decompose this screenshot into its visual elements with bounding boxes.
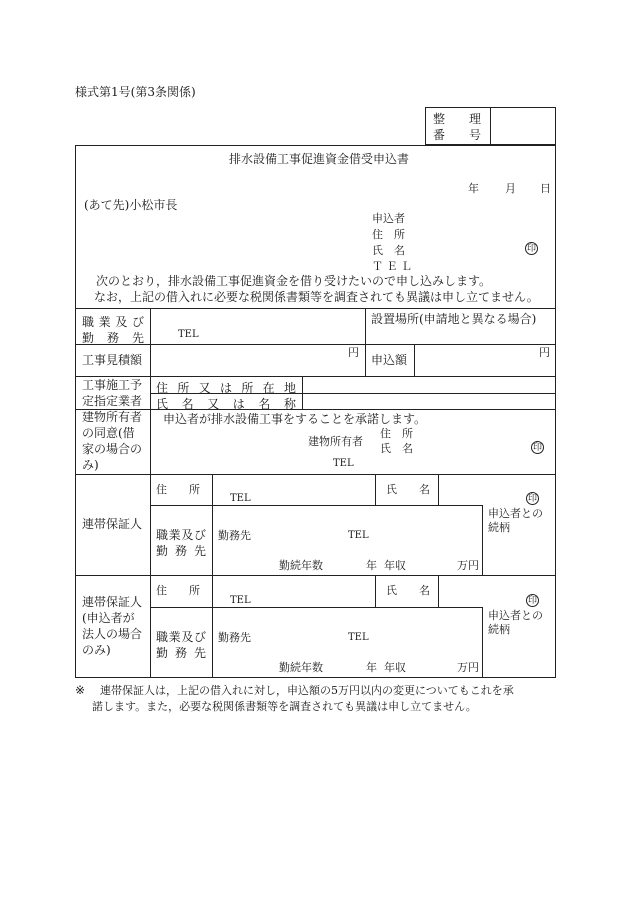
- contractor-label-2: 定指定業者: [82, 394, 143, 408]
- guarantor1-workplace-label: 勤務先: [218, 529, 251, 542]
- owner-label-4: み): [82, 458, 99, 472]
- owner-consent-text: 申込者が排水設備工事をすることを承諾します。: [163, 412, 427, 426]
- guarantor1-income-label: 年収: [384, 559, 406, 572]
- date-day[interactable]: 日: [540, 182, 551, 195]
- guarantor2-years-unit: 年: [366, 661, 377, 674]
- guarantor2-relation-label-2: 続柄: [488, 623, 510, 636]
- form-title: 排水設備工事促進資金借受申込書: [229, 152, 410, 166]
- estimate-yen-unit: 円: [348, 346, 359, 359]
- guarantor1-occupation-label-1: 職 業 及 び: [156, 528, 206, 542]
- estimate-label: 工事見積額: [82, 353, 143, 367]
- owner-tel-label: TEL: [333, 458, 354, 469]
- owner-title: 建物所有者: [308, 435, 363, 448]
- guarantor2-seal-icon: 印: [527, 596, 537, 606]
- guarantor1-relation-label-1: 申込者との: [488, 507, 543, 520]
- guarantor2-label-divider: [212, 575, 213, 678]
- row-line-owner-top: [75, 409, 556, 410]
- contractor-name-label: 氏 名 又 は 名 称: [156, 397, 296, 411]
- guarantor2-relation-divider: [482, 607, 483, 678]
- footnote-line-2: 諾します。また，必要な税関係書類等を調査されても異議は申し立てません。: [92, 700, 477, 713]
- row-line-guarantor2-top: [75, 575, 556, 576]
- owner-name-label: 氏 名: [380, 442, 413, 455]
- guarantor2-years-label: 勤続年数: [279, 661, 323, 674]
- form-number: 様式第1号(第3条関係): [75, 85, 196, 99]
- guarantor1-income-unit: 万円: [457, 559, 479, 572]
- owner-seal-icon: 印: [532, 443, 542, 453]
- row-line-guarantor1-top: [75, 474, 556, 475]
- label-column-divider: [150, 308, 151, 678]
- contractor-label-1: 工事施工予: [82, 378, 143, 392]
- date-month[interactable]: 月: [505, 182, 516, 195]
- install-location-label: 設置場所(申請地と異なる場合): [371, 312, 537, 326]
- intro-line-1: 次のとおり，排水設備工事促進資金を借り受けたいので申し込みします。: [96, 274, 492, 288]
- guarantor2-workplace-label: 勤務先: [218, 631, 251, 644]
- guarantor1-years-unit: 年: [366, 559, 377, 572]
- guarantor1-occupation-label-2: 勤 務 先: [156, 544, 206, 558]
- contractor-address-label: 住 所 又 は 所 在 地: [156, 381, 296, 395]
- row-line-guarantor2-mid: [150, 607, 482, 608]
- contractor-divider: [302, 376, 303, 409]
- guarantor1-label: 連帯保証人: [82, 517, 143, 531]
- guarantor2-label-4: のみ): [82, 643, 111, 657]
- loan-amount-yen-unit: 円: [539, 346, 550, 359]
- upper-middle-divider: [365, 308, 366, 376]
- guarantor1-label-divider: [212, 474, 213, 575]
- row-line-guarantor1-mid: [150, 505, 482, 506]
- footnote-line-1: 連帯保証人は，上記の借入れに対し，申込額の5万円以内の変更についてもこれを承: [100, 684, 514, 697]
- footnote-mark: ※: [75, 683, 86, 697]
- row-line-contractor-top: [75, 376, 556, 377]
- guarantor2-label-2: (申込者が: [82, 611, 135, 625]
- owner-label-3: 家の場合の: [82, 442, 143, 456]
- guarantor2-address-label: 住 所: [156, 584, 200, 597]
- guarantor1-workplace-tel-label: TEL: [348, 530, 369, 541]
- filing-box-divider: [490, 107, 491, 145]
- filing-label-2b: 号: [469, 128, 482, 142]
- guarantor2-name-divider-left: [375, 575, 376, 607]
- guarantor2-relation-label-1: 申込者との: [488, 609, 543, 622]
- guarantor1-seal-icon: 印: [527, 494, 537, 504]
- owner-address-label: 住 所: [380, 427, 413, 440]
- guarantor2-name-divider-right: [438, 575, 439, 607]
- occupation-label-1: 職 業 及 び: [82, 315, 144, 329]
- guarantor1-name-divider-right: [438, 474, 439, 505]
- applicant-address-label: 住 所: [372, 228, 405, 241]
- loan-amount-divider: [414, 344, 415, 376]
- guarantor2-occupation-label-2: 勤 務 先: [156, 646, 206, 660]
- guarantor2-workplace-tel-label: TEL: [348, 632, 369, 643]
- filing-label-1b: 理: [469, 112, 482, 126]
- guarantor2-label-1: 連帯保証人: [82, 595, 143, 609]
- filing-label-2a: 番: [433, 128, 446, 142]
- guarantor1-tel-label: TEL: [230, 493, 251, 504]
- guarantor1-address-label: 住 所: [156, 483, 200, 496]
- owner-label-1: 建物所有者: [82, 410, 143, 424]
- row-line-occupation-top: [75, 308, 556, 309]
- guarantor2-income-label: 年収: [384, 661, 406, 674]
- guarantor2-occupation-label-1: 職 業 及 び: [156, 630, 206, 644]
- occupation-label-2: 勤 務 先: [82, 331, 144, 345]
- owner-label-2: の同意(借: [82, 426, 135, 440]
- guarantor1-name-divider-left: [375, 474, 376, 505]
- date-year[interactable]: 年: [468, 182, 479, 195]
- intro-line-2: なお，上記の借入れに必要な税関係書類等を調査されても異議は申し立てません。: [94, 290, 539, 304]
- guarantor1-years-label: 勤続年数: [279, 559, 323, 572]
- guarantor1-relation-divider: [482, 505, 483, 575]
- applicant-name-label: 氏 名: [372, 244, 405, 257]
- addressee: (あて先)小松市長: [84, 198, 178, 212]
- row-line-estimate-top: [75, 344, 556, 345]
- applicant-tel-label: Ｔ Ｅ Ｌ: [372, 260, 412, 273]
- loan-amount-label: 申込額: [371, 353, 408, 367]
- guarantor2-label-3: 法人の場合: [82, 627, 143, 641]
- filing-label-1a: 整: [433, 112, 446, 126]
- guarantor2-income-unit: 万円: [457, 661, 479, 674]
- guarantor1-relation-label-2: 続柄: [488, 521, 510, 534]
- guarantor2-name-label: 氏 名: [386, 584, 430, 597]
- applicant-seal-icon: 印: [526, 244, 536, 254]
- applicant-label: 申込者: [372, 212, 405, 225]
- guarantor2-tel-label: TEL: [230, 595, 251, 606]
- guarantor1-name-label: 氏 名: [386, 483, 430, 496]
- occupation-tel-label: TEL: [178, 329, 199, 340]
